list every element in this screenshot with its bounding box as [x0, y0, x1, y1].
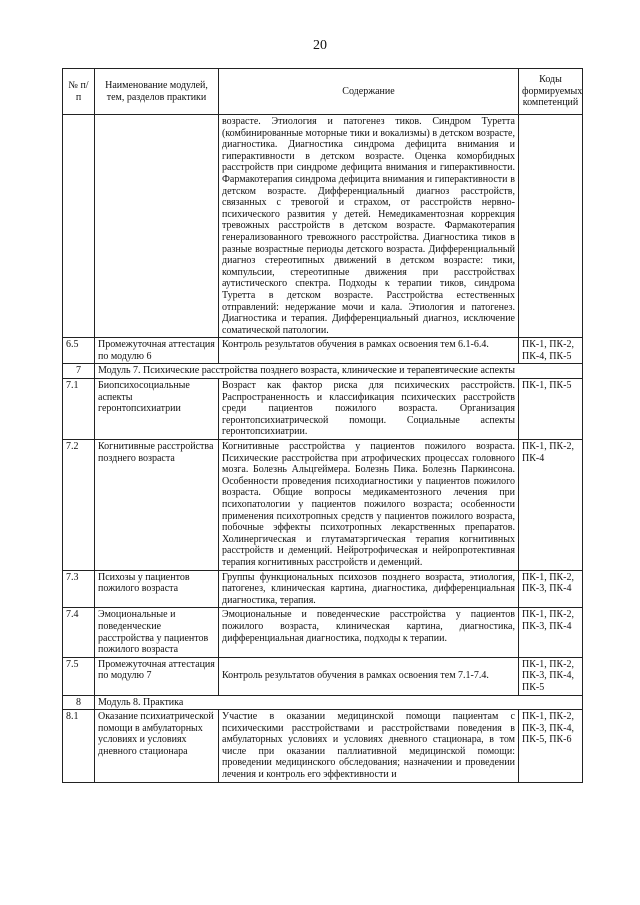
header-name: Наименование модулей, тем, разделов практики — [95, 69, 219, 115]
module-row — [63, 364, 583, 379]
cell-name: Эмоциональные и поведенческие расстройства у пациентов пожилого возраста — [95, 608, 219, 657]
module-title: Модуль 8. Практика — [95, 695, 583, 710]
cell-num: 7.2 — [63, 440, 95, 571]
cell-content: Контроль результатов обучения в рамках освоения тем 7.1-7.4. — [219, 657, 519, 695]
table-row — [63, 338, 583, 364]
cell-codes: ПК-1, ПК-2, ПК-4 — [519, 440, 583, 571]
module-num: 7 — [63, 364, 95, 379]
table-header-row — [63, 69, 583, 115]
cell-num — [63, 115, 95, 338]
cell-num: 7.4 — [63, 608, 95, 657]
cell-name: Промежуточная аттестация по модулю 6 — [95, 338, 219, 364]
cell-codes: ПК-1, ПК-2, ПК-3, ПК-4 — [519, 608, 583, 657]
module-row — [63, 695, 583, 710]
table-row — [63, 379, 583, 440]
cell-name: Оказание психиатрической помощи в амбулаторных условиях и условиях дневного стационара — [95, 710, 219, 783]
cell-num: 6.5 — [63, 338, 95, 364]
header-codes: Коды формируемых компетенций — [519, 69, 583, 115]
table-row — [63, 710, 583, 783]
cell-name: Промежуточная аттестация по модулю 7 — [95, 657, 219, 695]
cell-content: Участие в оказании медицинской помощи пациентам с психическими расстройствами и расстройствами поведения в амбулаторных условиях и условиях дневного стационара, в том числе при оказании паллиативной медицинской помощи: проведении медицинского обследования; назначении и проведении лечения и контроль его эффективности и — [219, 710, 519, 783]
cell-codes: ПК-1, ПК-2, ПК-3, ПК-4 — [519, 570, 583, 608]
header-content: Содержание — [219, 69, 519, 115]
table-row — [63, 608, 583, 657]
cell-content: Возраст как фактор риска для психических расстройств. Распространенность и классификация психических расстройств среди пациентов пожилого возраста. Организация геронтопсихиатрической помощи. Социальные аспекты геронтопсихиатрии. — [219, 379, 519, 440]
page-number: 20 — [313, 38, 327, 53]
curriculum-table — [62, 68, 583, 783]
cell-content: Группы функциональных психозов позднего возраста, этиология, патогенез, клиническая картина, диагностика, дифференциальная диагностика, терапия. — [219, 570, 519, 608]
cell-codes: ПК-1, ПК-2, ПК-3, ПК-4, ПК-5 — [519, 657, 583, 695]
header-num: № п/п — [63, 69, 95, 115]
table-row-continued — [63, 115, 583, 338]
cell-content: Эмоциональные и поведенческие расстройства у пациентов пожилого возраста, клиническая картина, диагностика, дифференциальная диагностика, подходы к терапии. — [219, 608, 519, 657]
cell-num: 7.5 — [63, 657, 95, 695]
cell-name: Биопсихосоциальные аспекты геронтопсихиатрии — [95, 379, 219, 440]
cell-name — [95, 115, 219, 338]
cell-name: Психозы у пациентов пожилого возраста — [95, 570, 219, 608]
cell-content: Контроль результатов обучения в рамках освоения тем 6.1-6.4. — [219, 338, 519, 364]
cell-name: Когнитивные расстройства позднего возраста — [95, 440, 219, 571]
table-row — [63, 440, 583, 571]
cell-codes: ПК-1, ПК-5 — [519, 379, 583, 440]
cell-codes — [519, 115, 583, 338]
module-title: Модуль 7. Психические расстройства позднего возраста, клинические и терапевтические аспекты — [95, 364, 583, 379]
table-row — [63, 657, 583, 695]
cell-content: возрасте. Этиология и патогенез тиков. Синдром Туретта (комбинированные моторные тики и вокализмы) в детском возрасте, диагностика. Диагностика синдрома дефицита внимания и гиперактивности в детском возрасте. Оценка коморбидных расстройств при синдроме дефицита внимания и гиперактивности. Фармакотерапия синдрома дефицита внимания и гиперактивности в детском возрасте. Дифференциальный диагноз расстройств, связанных с тревогой и страхом, от расстройств нервно-психического развития у детей. Немедикаментозная коррекция тревожных расстройств в детском возрасте. Фармакотерапия генерализованного тревожного расстройства. Диагностика тиков в разные возрастные периоды детского возраста. Дифференциальный диагноз стереотипных движений в детском возрасте: тики, компульсии, стереотипные движения при расстройствах аутистического спектра. Подходы к терапии тиков, синдрома Туретта в детском возрасте. Расстройства естественных отправлений: недержание мочи и кала. Этиология и патогенез. Диагностика и терапия. Дифференциальный диагноз, исключение соматической патологии. — [219, 115, 519, 338]
cell-codes: ПК-1, ПК-2, ПК-3, ПК-4, ПК-5, ПК-6 — [519, 710, 583, 783]
cell-codes: ПК-1, ПК-2, ПК-4, ПК-5 — [519, 338, 583, 364]
cell-num: 7.1 — [63, 379, 95, 440]
table-row — [63, 570, 583, 608]
module-num: 8 — [63, 695, 95, 710]
cell-num: 7.3 — [63, 570, 95, 608]
cell-content: Когнитивные расстройства у пациентов пожилого возраста. Психические расстройства при атрофических процессах головного мозга. Болезнь Альцгеймера. Болезнь Пика. Болезнь Паркинсона. Особенности проведения психодиагностики у пациентов пожилого возраста. Общие вопросы медикаментозного лечения при психопатологии у пациентов пожилого возраста; особенности применения психотропных средств у пациентов пожилого возраста, побочные эффекты психотропных лекарственных препаратов. Холинергическая и глутаматэргическая терапия когнитивных расстройств и деменций. Нейротрофическая и нейропротективная терапия когнитивных расстройств и деменций. — [219, 440, 519, 571]
cell-num: 8.1 — [63, 710, 95, 783]
